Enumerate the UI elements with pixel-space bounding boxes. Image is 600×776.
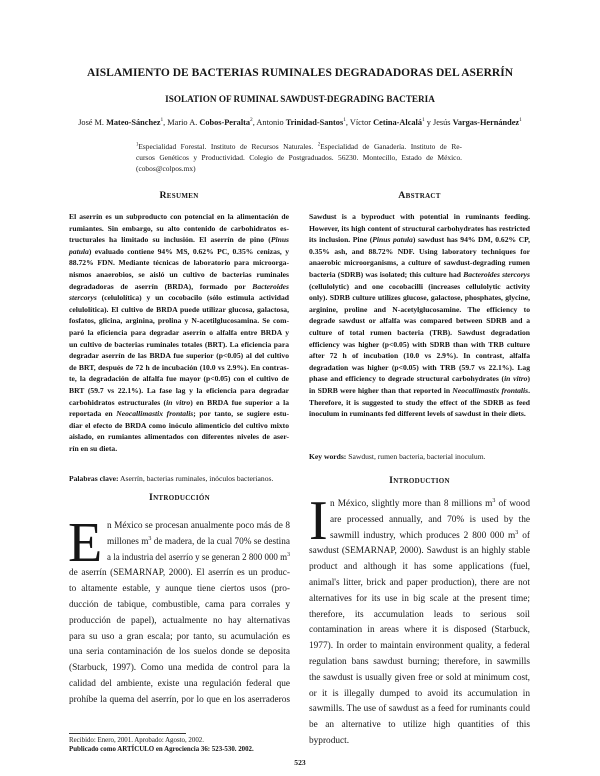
- text-span: alternatives for its use in big scale at the present time;: [309, 593, 530, 604]
- resumen-text: [69, 211, 289, 454]
- line-text: [69, 614, 290, 630]
- superscript-mark: 3: [492, 497, 496, 504]
- drop-cap-letter: E: [68, 512, 103, 574]
- text-span: 88.72% FDN. Mediante técnicas de laboratorio para microorga-: [69, 258, 289, 268]
- superscript-mark: 3: [287, 551, 290, 558]
- line-text: [309, 687, 530, 703]
- introduction-line: [309, 639, 530, 655]
- line-text: [69, 693, 290, 709]
- line-text: [309, 257, 530, 269]
- text-span: (cobos@colpos.mx): [136, 164, 196, 173]
- text-span: sawmills. The use of sawdust as a feed for ruminants could: [309, 704, 530, 715]
- introduccion-text: [69, 519, 290, 709]
- text-span: in SDRB were higher than that reported in: [309, 385, 453, 395]
- italic-text: stercorys: [69, 293, 97, 303]
- line-text: [309, 608, 530, 624]
- introduction-line: [309, 718, 530, 734]
- text-span: ducción de tabique, combustible, cama para corrales y: [69, 599, 290, 610]
- line-text: [309, 397, 530, 409]
- introduccion-line: [69, 677, 290, 693]
- text-span: its inclusion. Pine (: [309, 235, 373, 245]
- resumen-line: [69, 443, 289, 455]
- text-span: rumiantes. Sin embargo, su alto contenido de carbohidratos es-: [69, 223, 289, 233]
- line-text: [136, 152, 462, 163]
- line-text: [309, 734, 349, 750]
- text-span: sawmill industry, which produces 2 800 000 m: [330, 530, 516, 541]
- bold-text: Vargas-Hernández: [452, 118, 520, 127]
- line-text: [136, 163, 196, 174]
- bold-text: Cobos-Peralta: [199, 118, 251, 127]
- text-span: degradation was higher (p<0.05) with TRB (59.7 vs 22.1%). Lag: [309, 362, 530, 372]
- text-span: the sawdust is usually given free or sold at minimum cost,: [309, 672, 530, 683]
- text-span: nismos anaerobios, se aisló un cultivo de bacterias ruminales: [69, 269, 289, 279]
- text-span: product and although it has some applications (fuel,: [309, 562, 530, 573]
- line-text: [309, 350, 530, 362]
- text-span: n México se procesan anualmente poco más de 8: [107, 521, 290, 531]
- line-text: [309, 576, 530, 592]
- text-span: prohíbe la quema del aserrín, por lo que en los aserraderos: [69, 694, 290, 705]
- superscript-mark: 3: [515, 529, 519, 536]
- introduction-line: [330, 513, 530, 529]
- superscript-mark: 1: [422, 117, 425, 124]
- abstract-line: [309, 234, 530, 246]
- abstract-line: [309, 269, 530, 281]
- line-text: [69, 645, 290, 661]
- line-text: [69, 315, 289, 327]
- resumen-heading: Resumen: [159, 190, 199, 201]
- palabras-clave-text: Aserrín, bacterias ruminales, inóculos bacterianos.: [120, 474, 274, 483]
- line-text: [309, 304, 530, 316]
- resumen-line: [69, 281, 289, 293]
- line-text: [330, 497, 530, 513]
- text-span: de madera, de la cual 70% se destina: [151, 536, 290, 547]
- line-text: [69, 281, 289, 293]
- text-span: be an alternative to utilize high quantities of this: [309, 720, 530, 731]
- italic-text: Neocallimastix frontalis: [452, 385, 529, 395]
- text-span: degrade sawdust or alfalfa was compared between SDRB and a: [309, 316, 530, 326]
- line-text: [69, 443, 117, 455]
- line-text: [309, 655, 530, 671]
- affiliation-line: [136, 163, 462, 174]
- resumen-line: [69, 339, 289, 351]
- italic-text: Neocallimastix frontalis: [116, 409, 194, 419]
- text-span: (celulolítica) y un cocobacilo (sólo estimula actividad: [96, 293, 289, 303]
- line-text: [69, 431, 289, 443]
- line-text: [309, 292, 530, 304]
- abstract-line: [309, 315, 530, 327]
- abstract-line: [309, 408, 530, 420]
- text-span: diar el efecto de BRDA como inóculo alimenticio del cultivo mixto: [69, 420, 289, 430]
- line-text: [309, 211, 530, 223]
- text-span: 1977). In order to maintain environment quality, a federal: [309, 641, 530, 652]
- text-span: inoculum in ruminants fed different levels of sawdust in their diets.: [309, 409, 526, 419]
- text-span: Especialidad Forestal. Instituto de Recursos Naturales.: [138, 142, 318, 151]
- italic-text: Pinus patula: [372, 235, 413, 245]
- text-span: , Mario A.: [163, 118, 200, 127]
- superscript-mark: 1: [136, 142, 139, 148]
- bold-text: Mateo-Sánchez: [106, 118, 161, 127]
- introduction-line: [309, 608, 530, 624]
- line-text: [309, 281, 530, 293]
- text-span: de BRT, después de 72 h de incubación (10.0 vs 2.9%). En contras-: [69, 362, 289, 372]
- line-text: [309, 269, 530, 281]
- received-date-note: Recibido: Enero, 2001. Aprobado: Agosto, 2002.: [69, 737, 204, 744]
- text-span: y Jesús: [424, 118, 453, 127]
- text-span: efficiency was higher (p<0.05) with SDRB than with TRB culture: [309, 339, 530, 349]
- text-span: un cultivo de bacterias ruminales totales (BRT). La eficiencia para: [69, 339, 289, 349]
- italic-text: Bacteroides: [252, 281, 289, 291]
- abstract-line: [309, 327, 530, 339]
- text-span: , Antonio: [252, 118, 286, 127]
- text-span: calidad del ambiente, existe una regulación federal que: [69, 678, 290, 689]
- superscript-mark: 1: [160, 117, 164, 124]
- resumen-line: [69, 397, 289, 409]
- text-span: rín en su dieta.: [69, 443, 118, 453]
- resumen-line: [69, 385, 289, 397]
- text-span: after 72 h of incubation (10.0 vs 2.9%). In contrast, alfalfa: [309, 351, 530, 361]
- text-span: animal's litter, brick and paper production), there are not: [309, 577, 530, 588]
- introduction-line: [309, 734, 530, 750]
- line-text: [309, 362, 530, 374]
- text-span: millones m: [107, 536, 149, 547]
- line-text: [69, 257, 289, 269]
- line-text: [69, 339, 289, 351]
- superscript-mark: 2: [317, 142, 321, 148]
- text-span: only). SDRB culture utilizes glucose, galactose, phosphates, glycine,: [309, 293, 530, 303]
- resumen-line: [69, 350, 289, 362]
- line-text: [69, 373, 289, 385]
- line-text: [107, 535, 290, 551]
- text-span: cursos Genéticos y Productividad. Colegio de Postgraduados. 56230. Montecillo, Estado de México.: [136, 153, 462, 162]
- superscript-mark: 1: [343, 117, 346, 124]
- resumen-line: [69, 292, 289, 304]
- abstract-line: [309, 304, 530, 316]
- introduction-line: [309, 592, 530, 608]
- line-text: [330, 513, 530, 529]
- line-text: [69, 269, 289, 281]
- affiliation-line: [136, 152, 462, 163]
- line-text: [69, 566, 290, 582]
- text-span: a la industria del aserrío y se generan 2 800 000 m: [107, 552, 288, 563]
- affiliation-block: [136, 141, 462, 174]
- introduction-line: [309, 655, 530, 671]
- introduction-line: [309, 576, 530, 592]
- introduccion-line: [107, 535, 290, 551]
- article-subtitle: ISOLATION OF RUMINAL SAWDUST-DEGRADING BACTERIA: [165, 94, 435, 104]
- text-span: degradadoras de aserrín (BRDA), formado por: [69, 281, 253, 291]
- resumen-line: [69, 211, 289, 223]
- palabras-clave: [69, 473, 273, 484]
- text-span: of: [518, 530, 530, 541]
- palabras-clave-label: Palabras clave:: [69, 474, 119, 483]
- text-span: or it is illegally dumped to avoid its accumulation in: [309, 688, 530, 699]
- text-span: regulation bans sawdust burning; therefore, in sawmills: [309, 656, 530, 667]
- text-span: Especialidad de Ganadería. Instituto de Re-: [320, 142, 463, 151]
- footnote-divider: [69, 733, 186, 734]
- introduction-line: [309, 702, 530, 718]
- resumen-line: [69, 420, 289, 432]
- line-text: [309, 623, 530, 639]
- line-text: [69, 385, 289, 397]
- introduccion-line: [107, 551, 290, 567]
- resumen-line: [69, 269, 289, 281]
- line-text: [309, 315, 530, 327]
- text-span: El aserrín es un subproducto con potencial en la alimentación de: [69, 212, 289, 221]
- line-text: [69, 420, 289, 432]
- line-text: [69, 677, 290, 693]
- line-text: [69, 661, 290, 677]
- italic-text: patula: [69, 246, 89, 256]
- line-text: [136, 141, 462, 152]
- bold-text: Trinidad-Santos: [285, 118, 344, 127]
- text-span: ) sawdust has 94% DM, 0.62% CP,: [412, 235, 530, 245]
- abstract-line: [309, 373, 530, 385]
- publication-note: Publicado como ARTÍCULO en Agrociencia 36: 523-530. 2002.: [69, 746, 254, 753]
- text-span: (cellulolytic) and one cocobacilli (increases cellulolytic activity: [309, 281, 530, 291]
- abstract-line: [309, 246, 530, 258]
- text-span: culture of total rumen bacteria (TRB). Sawdust degradation: [309, 327, 530, 337]
- superscript-mark: 1: [519, 117, 522, 124]
- text-span: BRT (59.7 vs 22.1%). La fase lag y la eficiencia para degradar: [69, 385, 289, 395]
- abstract-line: [309, 281, 530, 293]
- line-text: [69, 397, 289, 409]
- line-text: [69, 362, 289, 374]
- line-text: [309, 544, 530, 560]
- text-span: phase and efficiency to degrade structural carbohydrates (: [309, 374, 505, 384]
- text-span: de aserrín (SEMARNAP, 2000). El aserrín es un produc-: [69, 568, 290, 579]
- introduction-line: [309, 687, 530, 703]
- line-text: [330, 529, 530, 545]
- text-span: carbohidratos estructurales (: [69, 397, 167, 407]
- text-span: Therefore, it is suggested to study the effect of the SDRB as feed: [309, 397, 530, 407]
- line-text: [69, 304, 289, 316]
- abstract-line: [309, 350, 530, 362]
- abstract-line: [309, 362, 530, 374]
- resumen-line: [69, 362, 289, 374]
- line-text: [309, 223, 530, 235]
- text-span: para su uso a gran escala; por tanto, su acumulación es: [69, 631, 290, 642]
- line-text: [107, 551, 290, 567]
- introduccion-line: [69, 630, 290, 646]
- introduccion-line: [69, 661, 290, 677]
- line-text: [309, 702, 530, 718]
- introduccion-heading: Introducción: [148, 492, 211, 503]
- line-text: [69, 350, 289, 362]
- line-text: [309, 246, 530, 258]
- text-span: ; por tanto, se sugiere estu-: [193, 409, 289, 419]
- line-text: [69, 292, 289, 304]
- line-text: [69, 211, 289, 223]
- introduction-line: [309, 671, 530, 687]
- text-span: bacteria (SDRB) was isolated; this culture had: [309, 269, 464, 279]
- bold-text: Cetina-Alcalá: [373, 118, 423, 127]
- line-text: [69, 408, 289, 420]
- text-span: paró la eficiencia para degradar aserrín o alfalfa entre BRDA y: [69, 327, 289, 337]
- abstract-text: [309, 211, 530, 420]
- line-text: [309, 408, 526, 420]
- text-span: of wood: [495, 499, 530, 509]
- text-span: n México, slightly more than 8 millions m: [330, 499, 493, 509]
- resumen-line: [69, 431, 289, 443]
- introduccion-line: [69, 566, 290, 582]
- abstract-line: [309, 339, 530, 351]
- text-span: Sawdust is a byproduct with potential in ruminants feeding.: [309, 212, 530, 221]
- page-number: 523: [294, 758, 306, 767]
- key-words-label: Key words:: [309, 452, 347, 461]
- text-span: ): [527, 374, 531, 384]
- introduccion-line: [69, 693, 290, 709]
- line-text: [309, 234, 530, 246]
- abstract-heading: Abstract: [398, 190, 441, 201]
- abstract-line: [309, 223, 530, 235]
- text-span: therefore, its accumulation leads to serious soil: [309, 609, 530, 620]
- author-list: [62, 117, 538, 129]
- article-title: AISLAMIENTO DE BACTERIAS RUMINALES DEGRADADORAS DEL ASERRÍN: [86, 67, 513, 79]
- introduction-line: [330, 497, 530, 513]
- line-text: [309, 385, 530, 397]
- text-span: arginine, proline and N-acetylglucosamine. The efficiency to: [309, 304, 530, 314]
- introduction-line: [309, 544, 530, 560]
- text-span: are processed annually, and 70% is used by the: [330, 514, 530, 525]
- introduction-line: [330, 529, 530, 545]
- text-span: fosfatos, glicina, arginina, prolina y N-acetilglucosamina. Se com-: [69, 316, 289, 326]
- key-words-text: Sawdust, rumen bacteria, bacterial inoculum.: [348, 452, 486, 461]
- text-span: byproduct.: [309, 735, 350, 746]
- line-text: [69, 327, 289, 339]
- superscript-mark: 3: [148, 535, 152, 542]
- line-text: [107, 519, 290, 535]
- author-line: [62, 117, 538, 129]
- line-text: [69, 246, 289, 258]
- resumen-line: [69, 304, 289, 316]
- line-text: [309, 718, 530, 734]
- italic-text: in vitro: [166, 397, 191, 407]
- introduction-line: [309, 623, 530, 639]
- drop-cap-letter: I: [309, 490, 328, 552]
- introduccion-line: [69, 614, 290, 630]
- text-span: to altamente estable, y aunque tiene ciertos usos (pro-: [69, 584, 290, 595]
- line-text: [69, 630, 290, 646]
- italic-text: in vitro: [504, 374, 528, 384]
- line-text: [69, 223, 289, 235]
- line-text: [309, 373, 530, 385]
- text-span: sawdust (SEMARNAP, 2000). Sawdust is an highly stable: [309, 546, 530, 557]
- line-text: [309, 560, 530, 576]
- text-span: 0.35% ash, and 88.72% NDF. Using laboratory techniques for: [309, 246, 530, 256]
- abstract-line: [309, 385, 530, 397]
- introduction-text: [309, 497, 530, 750]
- text-span: contamination in areas where it is disposed (Starbuck,: [309, 625, 530, 636]
- abstract-line: [309, 292, 530, 304]
- abstract-line: [309, 257, 530, 269]
- text-span: celulolítica). El cultivo de BRDA puede utilizar glucosa, galactosa,: [69, 304, 289, 314]
- line-text: [69, 234, 289, 246]
- abstract-line: [309, 397, 530, 409]
- line-text: [309, 592, 530, 608]
- introduccion-line: [69, 645, 290, 661]
- resumen-line: [69, 373, 289, 385]
- introduccion-line: [107, 519, 290, 535]
- text-span: tructurales ha limitado su inclusión. El aserrín de pino (: [69, 235, 271, 245]
- superscript-mark: 2: [250, 117, 253, 124]
- text-span: producción de papel), actualmente no hay alternativas: [69, 615, 290, 626]
- resumen-line: [69, 223, 289, 235]
- line-text: [69, 582, 290, 598]
- text-span: ) evaluado contiene 94% MS, 0.62% PC, 0.35% cenizas, y: [88, 246, 289, 256]
- introduccion-line: [69, 582, 290, 598]
- text-span: reportada en: [69, 409, 117, 419]
- key-words: [309, 451, 486, 462]
- resumen-line: [69, 257, 289, 269]
- text-span: te, la degradación de alfalfa fue mayor (p<0.05) con el cultivo de: [69, 374, 289, 384]
- line-text: [309, 327, 530, 339]
- line-text: [309, 639, 530, 655]
- text-span: However, its high content of structural carbohydrates has restricted: [309, 223, 530, 233]
- text-span: José M.: [78, 118, 107, 127]
- text-span: degradar aserrín de las BRDA fue superior (p<0.05) al del cultivo: [69, 351, 289, 361]
- resumen-line: [69, 246, 289, 258]
- resumen-line: [69, 234, 289, 246]
- abstract-line: [309, 211, 530, 223]
- text-span: una seria contaminación de los suelos donde se deposita: [69, 647, 290, 658]
- affiliation-line: [136, 141, 462, 152]
- text-span: .: [528, 385, 530, 395]
- text-span: ) en BRDA fue superior a la: [190, 397, 289, 407]
- line-text: [309, 671, 530, 687]
- line-text: [69, 598, 290, 614]
- line-text: [309, 339, 530, 351]
- introduction-line: [309, 560, 530, 576]
- line-text: [78, 117, 522, 129]
- text-span: aislado, en rumiantes alimentados con diferentes niveles de aser-: [69, 432, 289, 442]
- resumen-line: [69, 327, 289, 339]
- introduccion-line: [69, 598, 290, 614]
- text-span: , Víctor: [345, 118, 374, 127]
- resumen-line: [69, 315, 289, 327]
- resumen-line: [69, 408, 289, 420]
- introduction-heading: Introduction: [389, 475, 450, 486]
- text-span: anaerobic microorganisms, a culture of sawdust-degrading rumen: [309, 258, 530, 268]
- text-span: (Starbuck, 1997). Como una medida de control para la: [69, 663, 290, 674]
- italic-text: Bacteroides stercorys: [463, 269, 530, 279]
- italic-text: Pinus: [270, 235, 289, 245]
